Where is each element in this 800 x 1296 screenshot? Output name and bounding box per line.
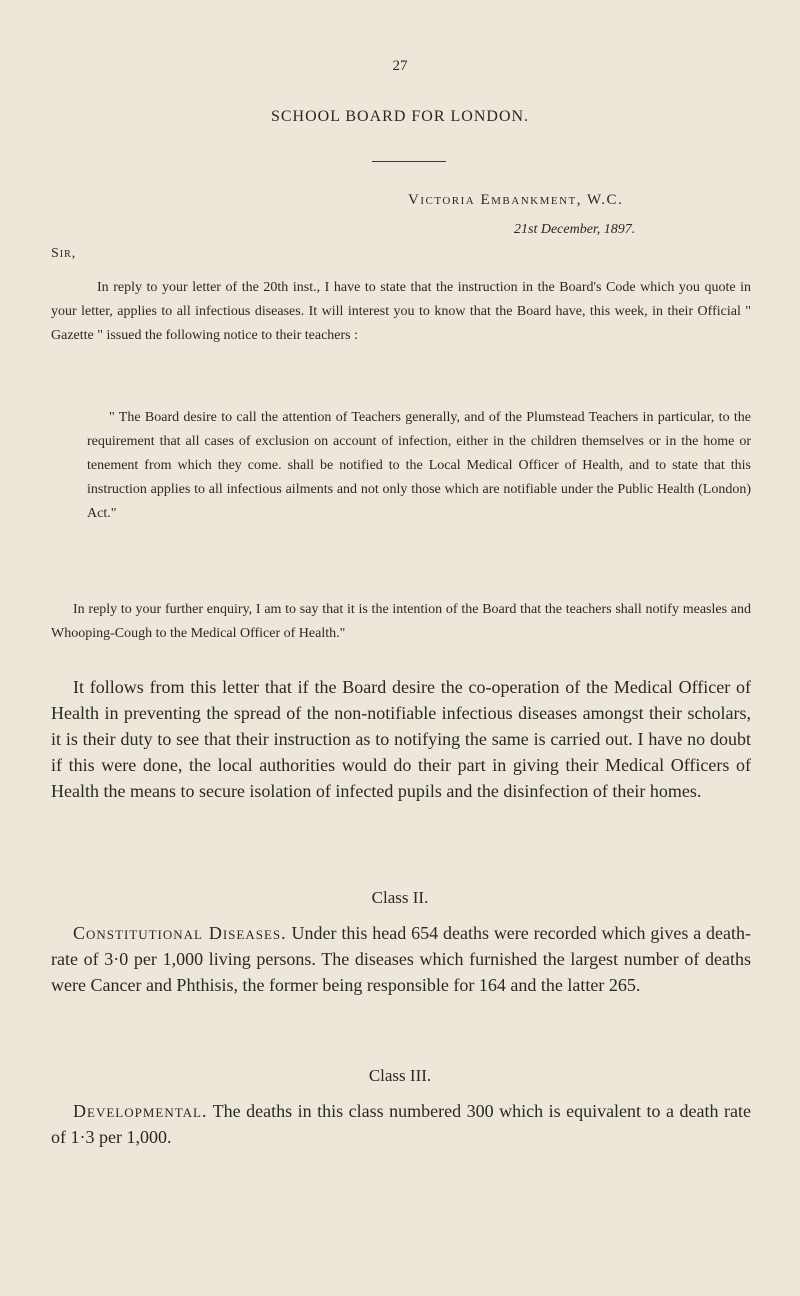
class-3-paragraph — [51, 1098, 751, 1150]
letter-date: 21st December, 1897. — [514, 222, 636, 237]
class-2-heading: Class II. — [371, 888, 429, 907]
gazette-quote — [87, 406, 751, 526]
letter-paragraph-2 — [51, 598, 751, 646]
letter-address: Victoria Embankment, W.C. — [408, 192, 624, 208]
class-3-heading: Class III. — [368, 1066, 432, 1085]
letter-paragraph-1-text: In reply to your letter of the 20th inst., I have to state that the instruction in the Board's Code which you quote in your letter, applies to all infectious diseases. It will interest you to know that the Board have, this week, in their Official " Gazette " issued the following notice to their teachers : — [51, 280, 751, 343]
class-3-text: The deaths in this class numbered 300 which is equivalent to a death rate of 1·3 per 1,000. — [51, 1101, 751, 1147]
letter-salutation: Sir, — [51, 246, 77, 261]
gazette-quote-text: " The Board desire to call the attention of Teachers generally, and of the Plumstead Teachers in particular, to the requirement that all cases of exclusion on account of infection, either in the children themselves or in the home or tenement from which they come. shall be notified to the Local Medical Officer of Health, and to state that this instruction applies to all infectious ailments and not only those which are notifiable under the Public Health (London) Act." — [87, 410, 751, 521]
letter-paragraph-1 — [51, 276, 751, 348]
class-3-lead: Developmental. — [73, 1101, 208, 1121]
class-2-text: Under this head 654 deaths were recorded which gives a death-rate of 3·0 per 1,000 living persons. The diseases which furnished the largest number of deaths were Cancer and Phthisis, the former being responsible for 164 and the latter 265. — [51, 923, 752, 995]
class-2-paragraph — [51, 920, 751, 998]
class-2-lead: Constitutional Diseases. — [73, 923, 287, 943]
page-number: 27 — [392, 58, 408, 74]
body-paragraph-1: It follows from this letter that if the Board desire the co-operation of the Medical Officer of Health in preventing the spread of the non-notifiable infectious diseases amongst their scholars, it is their duty to see that their instruction as to notifying the same is carried out. I have no doubt if this were done, the local authorities would do their part in giving their Medical Officers of Health the means to secure isolation of infected pupils and the disinfection of their homes. — [51, 677, 751, 801]
divider-rule — [372, 161, 446, 162]
letter-paragraph-2-text: In reply to your further enquiry, I am to say that it is the intention of the Board that the teachers shall notify measles and Whooping-Cough to the Medical Officer of Health." — [51, 602, 751, 641]
document-heading: SCHOOL BOARD FOR LONDON. — [270, 108, 530, 125]
